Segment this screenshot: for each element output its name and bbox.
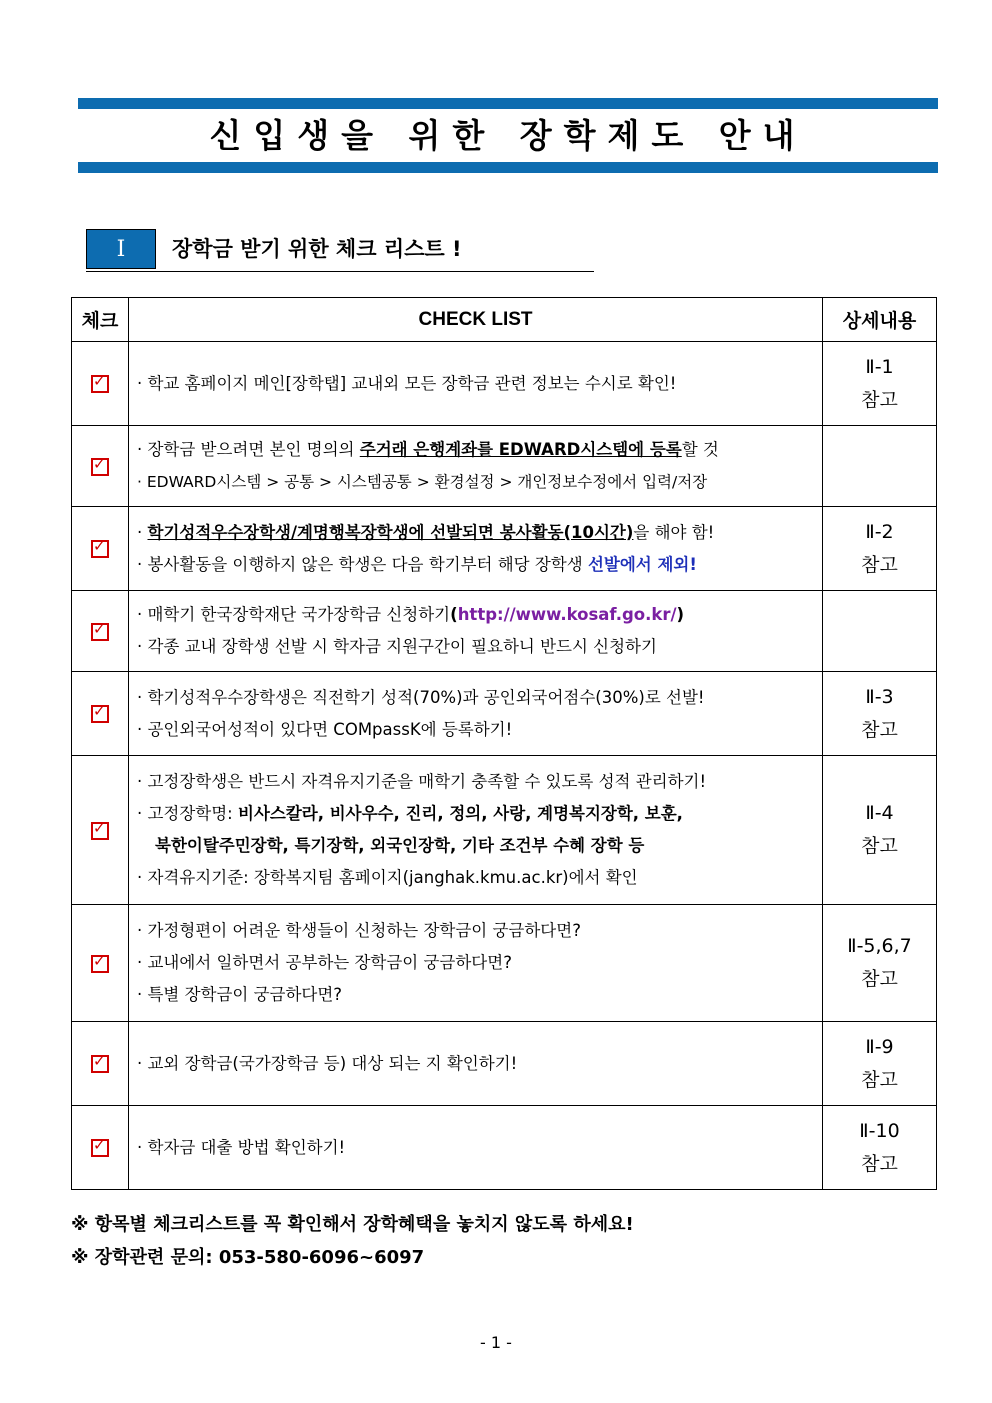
detail-note: 참고	[861, 553, 898, 576]
section-number: Ⅰ	[86, 229, 156, 269]
detail-cell	[823, 1022, 937, 1106]
detail-note: 참고	[861, 388, 898, 411]
list-cell	[129, 1106, 823, 1190]
check-cell	[72, 507, 129, 591]
list-cell	[129, 672, 823, 756]
list-item: · 학기성적우수장학생/계명행복장학생에 선발되면 봉사활동(10시간)을 해야 함!	[137, 522, 715, 542]
title-top-rule	[78, 98, 938, 109]
title-bottom-rule	[78, 162, 938, 173]
detail-ref: Ⅱ-9	[865, 1035, 894, 1058]
list-cell	[129, 591, 823, 672]
detail-cell	[823, 507, 937, 591]
detail-cell	[823, 756, 937, 905]
checked-box-icon	[91, 1055, 109, 1073]
list-item: · 가정형편이 어려운 학생들이 신청하는 장학금이 궁금하다면?	[137, 921, 581, 940]
list-cell	[129, 756, 823, 905]
list-cell	[129, 905, 823, 1022]
table-row	[72, 756, 937, 905]
check-cell	[72, 591, 129, 672]
checked-box-icon	[91, 822, 109, 840]
table-row	[72, 1022, 937, 1106]
section-title: 장학금 받기 위한 체크 리스트 !	[172, 237, 462, 261]
checked-box-icon	[91, 623, 109, 641]
check-cell	[72, 905, 129, 1022]
header-check: 체크	[72, 298, 129, 342]
table-row	[72, 507, 937, 591]
check-cell	[72, 1106, 129, 1190]
checked-box-icon	[91, 1139, 109, 1157]
list-item: · 장학금 받으려면 본인 명의의 주거래 은행계좌를 EDWARD시스템에 등록할 것	[137, 440, 719, 459]
list-item: · 봉사활동을 이행하지 않은 학생은 다음 학기부터 해당 장학생 선발에서 제외!	[137, 554, 697, 574]
checked-box-icon	[91, 955, 109, 973]
list-cell	[129, 507, 823, 591]
table-row	[72, 672, 937, 756]
detail-ref: Ⅱ-1	[865, 355, 894, 378]
document-title: 신입생을 위한 장학제도 안내	[209, 116, 807, 155]
header-check-list: CHECK LIST	[129, 298, 823, 342]
list-item: · 자격유지기준: 장학복지팀 홈페이지(janghak.kmu.ac.kr)에서 확인	[137, 868, 638, 887]
detail-cell	[823, 591, 937, 672]
detail-ref: Ⅱ-10	[859, 1119, 900, 1142]
list-cell	[129, 342, 823, 426]
check-cell	[72, 672, 129, 756]
check-cell	[72, 1022, 129, 1106]
table-row	[72, 1106, 937, 1190]
detail-cell	[823, 342, 937, 426]
table-header-row	[72, 298, 937, 342]
detail-ref: Ⅱ-3	[865, 685, 894, 708]
detail-note: 참고	[861, 1068, 898, 1091]
detail-cell	[823, 905, 937, 1022]
list-item: · 고정장학생은 반드시 자격유지기준을 매학기 충족할 수 있도록 성적 관리하기!	[137, 772, 707, 791]
checked-box-icon	[91, 540, 109, 558]
table-row	[72, 905, 937, 1022]
detail-ref: Ⅱ-5,6,7	[847, 935, 912, 957]
detail-ref: Ⅱ-4	[865, 802, 894, 824]
section-header	[86, 229, 594, 272]
detail-note: 참고	[861, 718, 898, 741]
table-row	[72, 591, 937, 672]
detail-note: 참고	[861, 835, 898, 857]
detail-cell	[823, 672, 937, 756]
detail-ref: Ⅱ-2	[865, 520, 894, 543]
list-item: · 학기성적우수장학생은 직전학기 성적(70%)과 공인외국어점수(30%)로 선발!	[137, 687, 705, 707]
list-item: · 매학기 한국장학재단 국가장학금 신청하기(http://www.kosaf.go.kr/)	[137, 605, 685, 624]
checklist-table	[71, 297, 937, 1190]
checked-box-icon	[91, 458, 109, 476]
note-checklist: ※ 항목별 체크리스트를 꼭 확인해서 장학혜택을 놓치지 않도록 하세요!	[71, 1214, 634, 1235]
checked-box-icon	[91, 375, 109, 393]
header-detail: 상세내용	[823, 298, 937, 342]
scholarship-names: 비사스칼라, 비사우수, 진리, 정의, 사랑, 계명복지장학, 보훈,	[238, 804, 683, 823]
check-cell	[72, 426, 129, 507]
list-item: · EDWARD시스템 > 공통 > 시스템공통 > 환경설정 > 개인정보수정에서 입력/저장	[137, 473, 708, 491]
list-item: · 각종 교내 장학생 선발 시 학자금 지원구간이 필요하니 반드시 신청하기	[137, 637, 657, 656]
list-item: · 공인외국어성적이 있다면 COMpassK에 등록하기!	[137, 719, 513, 739]
warning-text: 선발에서 제외!	[587, 554, 697, 574]
page-number: - 1 -	[480, 1333, 512, 1352]
list-cell	[129, 426, 823, 507]
checked-box-icon	[91, 705, 109, 723]
emphasis-text: 주거래 은행계좌를 EDWARD시스템에 등록	[359, 440, 682, 459]
list-item: · 학자금 대출 방법 확인하기!	[137, 1137, 346, 1157]
kosaf-link[interactable]: http://www.kosaf.go.kr/	[457, 605, 677, 624]
check-cell	[72, 756, 129, 905]
check-cell	[72, 342, 129, 426]
list-item: · 교외 장학금(국가장학금 등) 대상 되는 지 확인하기!	[137, 1053, 518, 1073]
list-item: · 학교 홈페이지 메인[장학탭] 교내외 모든 장학금 관련 정보는 수시로 확인!	[137, 373, 677, 393]
detail-cell	[823, 1106, 937, 1190]
list-item: · 특별 장학금이 궁금하다면?	[137, 985, 343, 1004]
detail-cell	[823, 426, 937, 507]
emphasis-text: 학기성적우수장학생/계명행복장학생에 선발되면 봉사활동(10시간)	[147, 522, 634, 542]
list-item: · 고정장학명: 비사스칼라, 비사우수, 진리, 정의, 사랑, 계명복지장학, 보훈,	[137, 804, 683, 823]
note-contact: ※ 장학관련 문의: 053-580-6096~6097	[71, 1247, 425, 1268]
detail-note: 참고	[861, 1152, 898, 1175]
detail-note: 참고	[861, 968, 898, 990]
document-title-banner	[78, 98, 938, 174]
list-item: · 교내에서 일하면서 공부하는 장학금이 궁금하다면?	[137, 953, 512, 972]
list-cell	[129, 1022, 823, 1106]
table-row	[72, 342, 937, 426]
table-row	[72, 426, 937, 507]
list-item: 북한이탈주민장학, 특기장학, 외국인장학, 기타 조건부 수혜 장학 등	[155, 836, 645, 855]
